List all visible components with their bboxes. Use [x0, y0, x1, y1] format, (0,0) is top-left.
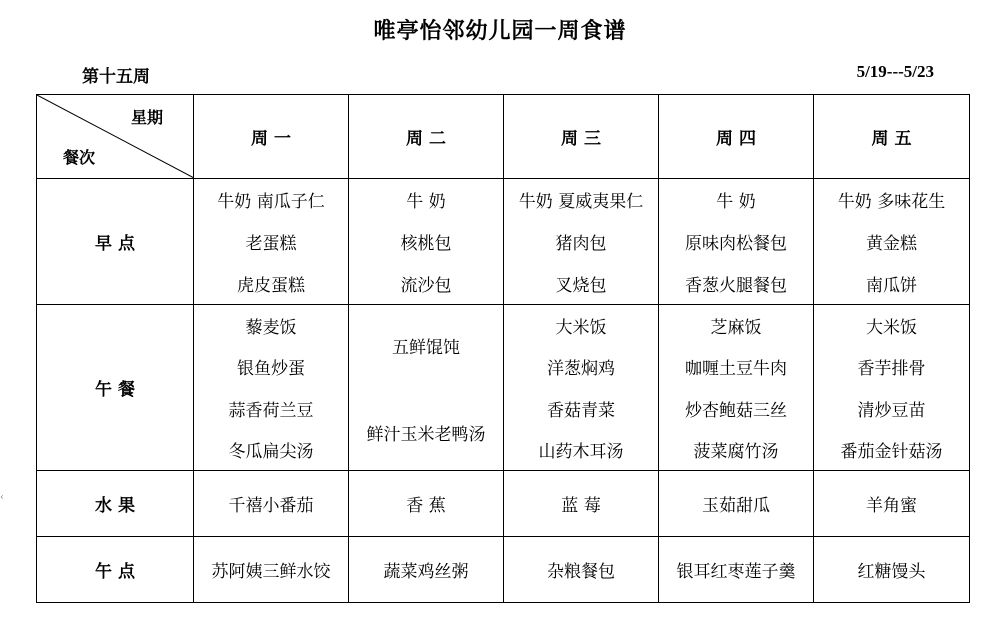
meal-row-snack: [37, 537, 970, 603]
dish: 芝麻饭: [710, 318, 762, 339]
menu-cell: 千禧小番茄: [194, 471, 349, 537]
dish: 牛 奶: [716, 192, 756, 213]
dish: 香葱火腿餐包: [685, 275, 787, 296]
meal-row-lunch: [37, 305, 970, 471]
date-range: 5/19---5/23: [856, 62, 934, 81]
menu-cell: [194, 305, 349, 471]
diagonal-line: [37, 95, 194, 178]
menu-cell: [814, 179, 970, 305]
dish: 五鲜馄饨: [392, 338, 460, 358]
menu-cell: [504, 179, 659, 305]
dish: 原味肉松餐包: [685, 233, 787, 254]
menu-cell: 羊角蜜: [814, 471, 970, 537]
menu-cell: 红糖馒头: [814, 537, 970, 603]
dish: 南瓜饼: [866, 275, 917, 296]
day-header-thu: 周 四: [659, 95, 814, 179]
dish: 蒜香荷兰豆: [228, 400, 314, 421]
menu-cell: 杂粮餐包: [504, 537, 659, 603]
dish: 大米饭: [866, 318, 917, 339]
dish: 黄金糕: [866, 233, 917, 254]
dish: 猪肉包: [555, 233, 607, 254]
meal-name: 午 餐: [37, 305, 194, 471]
dish: 菠菜腐竹汤: [693, 441, 779, 462]
dish: 核桃包: [400, 233, 452, 254]
menu-cell: [349, 305, 504, 471]
dish: 咖喱土豆牛肉: [685, 359, 787, 380]
dish: 牛奶 南瓜子仁: [217, 192, 325, 213]
weekly-menu-table: [36, 94, 970, 603]
meal-name: 午 点: [37, 537, 194, 603]
page-edge-mark: ‹: [0, 492, 4, 503]
dish: 大米饭: [555, 318, 607, 339]
dish: 冬瓜扁尖汤: [228, 441, 314, 462]
dish: 番茄金针菇汤: [840, 441, 943, 462]
dish: 鲜汁玉米老鸭汤: [366, 425, 486, 445]
meal-row-breakfast: [37, 179, 970, 305]
menu-cell: 蔬菜鸡丝粥: [349, 537, 504, 603]
dish: 老蛋糕: [245, 233, 297, 254]
meal-name: 早 点: [37, 179, 194, 305]
meal-name: 水 果: [37, 471, 194, 537]
day-header-fri: 周 五: [814, 95, 970, 179]
dish: 洋葱焖鸡: [547, 359, 615, 380]
dish: 牛奶 多味花生: [837, 192, 946, 213]
dish: 虎皮蛋糕: [237, 275, 305, 296]
menu-cell: 香 蕉: [349, 471, 504, 537]
menu-cell: [349, 179, 504, 305]
corner-meal-label: 餐次: [63, 148, 96, 167]
dish: 炒杏鲍菇三丝: [685, 400, 787, 421]
menu-cell: [814, 305, 970, 471]
dish: 牛 奶: [406, 192, 446, 213]
dish: 清炒豆苗: [857, 400, 926, 421]
corner-cell: [37, 95, 194, 179]
dish: 叉烧包: [555, 275, 607, 296]
page-title: 唯亭怡邻幼儿园一周食谱: [373, 18, 627, 44]
menu-cell: 蓝 莓: [504, 471, 659, 537]
day-header-tue: 周 二: [349, 95, 504, 179]
corner-day-label: 星期: [130, 108, 163, 127]
dish: 香芋排骨: [857, 359, 926, 380]
day-header-mon: 周 一: [194, 95, 349, 179]
menu-cell: 苏阿姨三鲜水饺: [194, 537, 349, 603]
meal-row-fruit: [37, 471, 970, 537]
header-row: [37, 95, 970, 179]
week-label: 第十五周: [82, 67, 150, 87]
menu-cell: 银耳红枣莲子羹: [659, 537, 814, 603]
menu-cell: [659, 305, 814, 471]
dish: 山药木耳汤: [538, 441, 624, 462]
dish: 藜麦饭: [245, 318, 297, 339]
dish: 银鱼炒蛋: [237, 359, 305, 380]
menu-cell: [194, 179, 349, 305]
day-header-wed: 周 三: [504, 95, 659, 179]
menu-cell: [659, 179, 814, 305]
dish: 牛奶 夏威夷果仁: [518, 192, 644, 213]
dish: 流沙包: [400, 275, 452, 296]
dish: 香菇青菜: [547, 400, 615, 421]
menu-cell: 玉茹甜瓜: [659, 471, 814, 537]
menu-cell: [504, 305, 659, 471]
